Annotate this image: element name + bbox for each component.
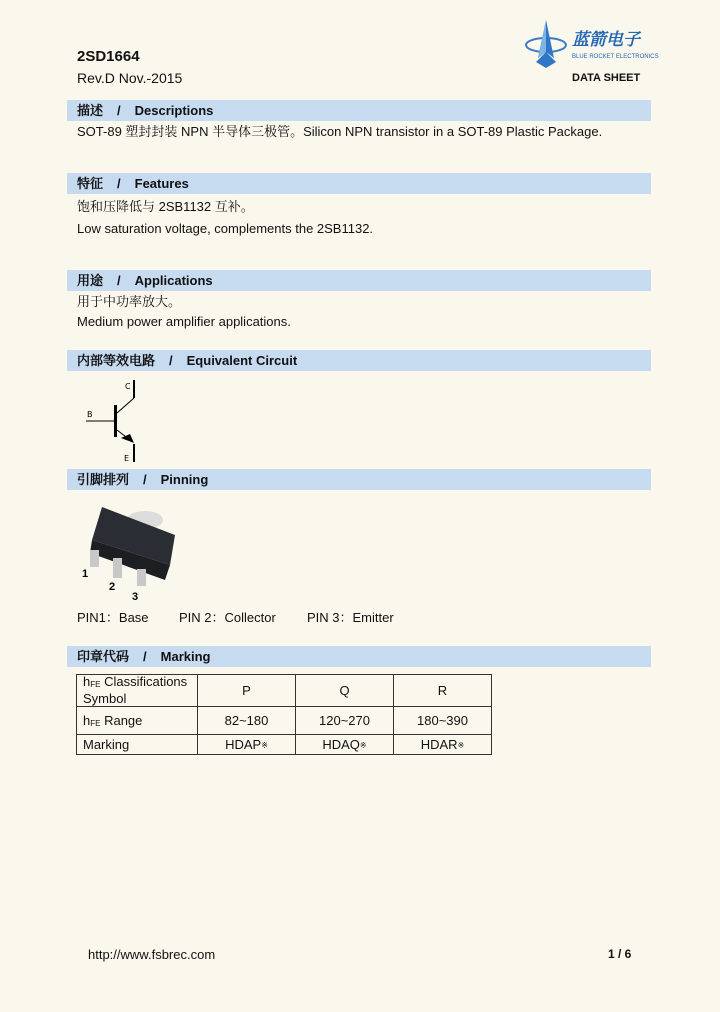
row-header: $h_{FE}$ Classifications Symbol <box>77 675 198 707</box>
description-text: SOT-89 塑封封装 NPN 半导体三极管。Silicon NPN transistor in a SOT-89 Plastic Package. <box>77 124 603 139</box>
section-separator: / <box>117 273 121 288</box>
emitter-label: E <box>124 454 130 463</box>
table-row <box>77 675 492 707</box>
pin-number: 2 <box>109 581 116 593</box>
table-cell: 120~270 <box>296 707 394 735</box>
pin3-label: PIN 3：Emitter <box>307 610 394 625</box>
section-title-en: Marking <box>160 649 211 664</box>
pin-lead <box>137 569 146 586</box>
table-cell: HDAQ※ <box>296 735 394 755</box>
base-bar <box>114 405 117 437</box>
logo-text-en: BLUE ROCKET ELECTRONICS <box>572 54 659 60</box>
section-title-cn: 描述 <box>77 103 104 118</box>
pin-number: 1 <box>82 568 89 580</box>
section-title-en: Pinning <box>160 472 209 487</box>
section-header-applications <box>67 270 651 291</box>
section-separator: / <box>169 353 173 368</box>
section-header-features <box>67 173 651 194</box>
section-title-cn: 特征 <box>77 176 104 191</box>
table-cell: 82~180 <box>198 707 296 735</box>
row-header: $h_{FE}$ Range <box>77 707 198 735</box>
footer-url[interactable]: http://www.fsbrec.com <box>88 947 216 962</box>
section-title-en: Applications <box>134 273 213 288</box>
section-title-en: Equivalent Circuit <box>186 353 298 368</box>
table-cell: Q <box>296 675 394 707</box>
emitter-arrow-icon <box>121 434 134 443</box>
company-logo <box>524 18 659 70</box>
applications-text-cn: 用于中功率放大。 <box>77 294 182 309</box>
pin-lead <box>113 558 122 578</box>
pin1-label: PIN1：Base <box>77 610 149 625</box>
section-separator: / <box>143 649 147 664</box>
part-number: 2SD1664 <box>77 48 140 65</box>
table-row <box>77 735 492 755</box>
features-text-cn: 饱和压降低与 2SB1132 互补。 <box>77 199 254 214</box>
section-separator: / <box>117 176 121 191</box>
npn-transistor-symbol <box>70 372 190 468</box>
doc-type: DATA SHEET <box>572 72 641 84</box>
table-cell: HDAP※ <box>198 735 296 755</box>
table-cell: R <box>394 675 492 707</box>
section-separator: / <box>143 472 147 487</box>
collector-lead <box>117 398 134 413</box>
rocket-logo-icon <box>524 18 572 70</box>
table-row <box>77 707 492 735</box>
section-header-pinning <box>67 469 651 490</box>
page-number: 1 / 6 <box>608 947 632 961</box>
row-header: Marking <box>77 735 198 755</box>
section-title-cn: 印章代码 <box>77 649 130 664</box>
marking-table <box>76 674 492 755</box>
section-title-en: Descriptions <box>134 103 214 118</box>
sot89-package-image <box>70 495 190 605</box>
table-cell: HDAR※ <box>394 735 492 755</box>
section-title-cn: 用途 <box>77 273 104 288</box>
table-cell: 180~390 <box>394 707 492 735</box>
section-header-circuit <box>67 350 651 371</box>
pin-number: 3 <box>132 591 139 603</box>
base-label: B <box>87 410 93 419</box>
section-title-en: Features <box>134 176 189 191</box>
section-header-descriptions <box>67 100 651 121</box>
section-title-cn: 内部等效电路 <box>77 353 156 368</box>
features-text-en: Low saturation voltage, complements the 2SB1132. <box>77 221 374 236</box>
section-title-cn: 引脚排列 <box>77 472 130 487</box>
pin2-label: PIN 2：Collector <box>179 610 276 625</box>
collector-label: C <box>125 382 131 391</box>
applications-text-en: Medium power amplifier applications. <box>77 314 291 329</box>
logo-text-cn: 蓝箭电子 <box>572 30 640 49</box>
revision: Rev.D Nov.-2015 <box>77 70 183 86</box>
section-header-marking <box>67 646 651 667</box>
table-cell: P <box>198 675 296 707</box>
section-separator: / <box>117 103 121 118</box>
pin-lead <box>90 550 99 567</box>
